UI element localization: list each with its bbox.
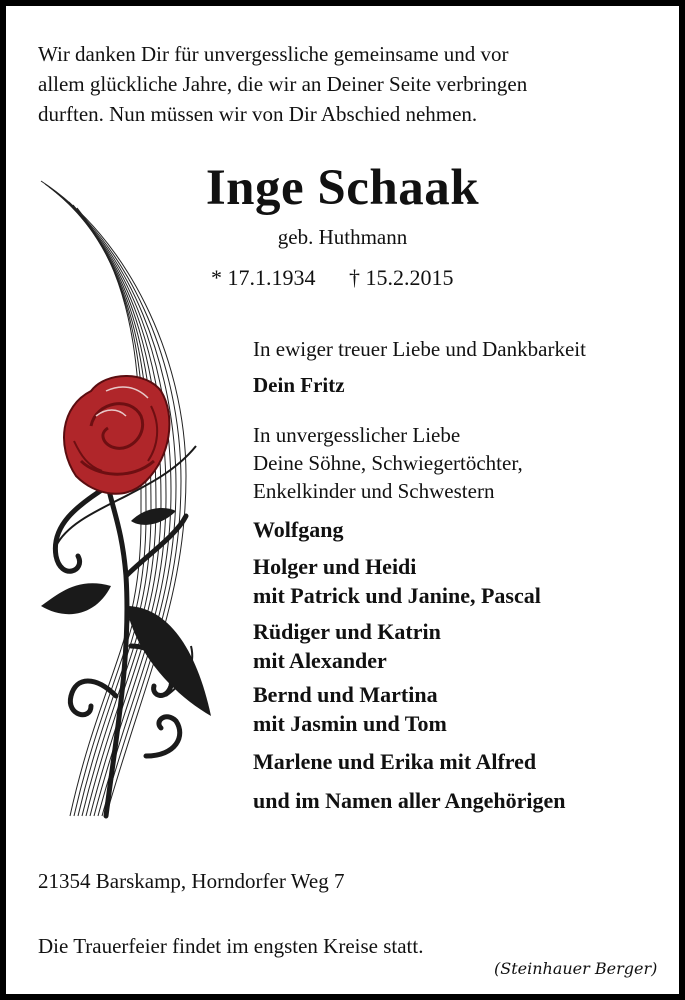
family-intro-line: Enkelkinder und Schwestern: [253, 479, 495, 503]
address: 21354 Barskamp, Horndorfer Weg 7: [38, 869, 345, 893]
family-member: Bernd und Martina: [253, 682, 438, 707]
intro-line: durften. Nun müssen wir von Dir Abschied nehmen.: [38, 102, 478, 126]
deceased-name: Inge Schaak: [205, 160, 480, 216]
family-group: [253, 786, 566, 815]
obituary-notice: [6, 6, 679, 994]
publisher-signature: (Steinhauer Berger): [494, 959, 658, 978]
family-member: und im Namen aller Angehörigen: [253, 788, 566, 813]
family-intro-line: In unvergesslicher Liebe: [253, 423, 461, 447]
family-member: mit Jasmin und Tom: [253, 711, 447, 736]
family-group: [253, 552, 541, 610]
family-group: [253, 680, 447, 738]
family-intro: [253, 421, 523, 505]
funeral-note: Die Trauerfeier findet im engsten Kreise statt.: [38, 934, 424, 958]
family-group: [253, 617, 441, 675]
spouse-block: [253, 335, 586, 399]
family-group: [253, 515, 343, 544]
family-member: mit Alexander: [253, 648, 387, 673]
spouse-name: Dein Fritz: [253, 373, 345, 397]
family-member: Holger und Heidi: [253, 554, 417, 579]
intro-line: Wir danken Dir für unvergessliche gemeinsame und vor: [38, 42, 509, 66]
intro-text: [38, 39, 638, 129]
life-dates: [211, 265, 454, 291]
rose-illustration: [36, 176, 236, 826]
family-member: Rüdiger und Katrin: [253, 619, 441, 644]
intro-line: allem glückliche Jahre, die wir an Deiner Seite verbringen: [38, 72, 528, 96]
family-group: [253, 747, 536, 776]
family-member: Wolfgang: [253, 517, 344, 542]
family-member: mit Patrick und Janine, Pascal: [253, 583, 541, 608]
birth-date: * 17.1.1934: [211, 265, 316, 290]
spouse-intro: In ewiger treuer Liebe und Dankbarkeit: [253, 337, 586, 361]
family-intro-line: Deine Söhne, Schwiegertöchter,: [253, 451, 523, 475]
death-date: † 15.2.2015: [349, 265, 454, 290]
family-member: Marlene und Erika mit Alfred: [253, 749, 537, 774]
birth-name: geb. Huthmann: [277, 225, 408, 249]
